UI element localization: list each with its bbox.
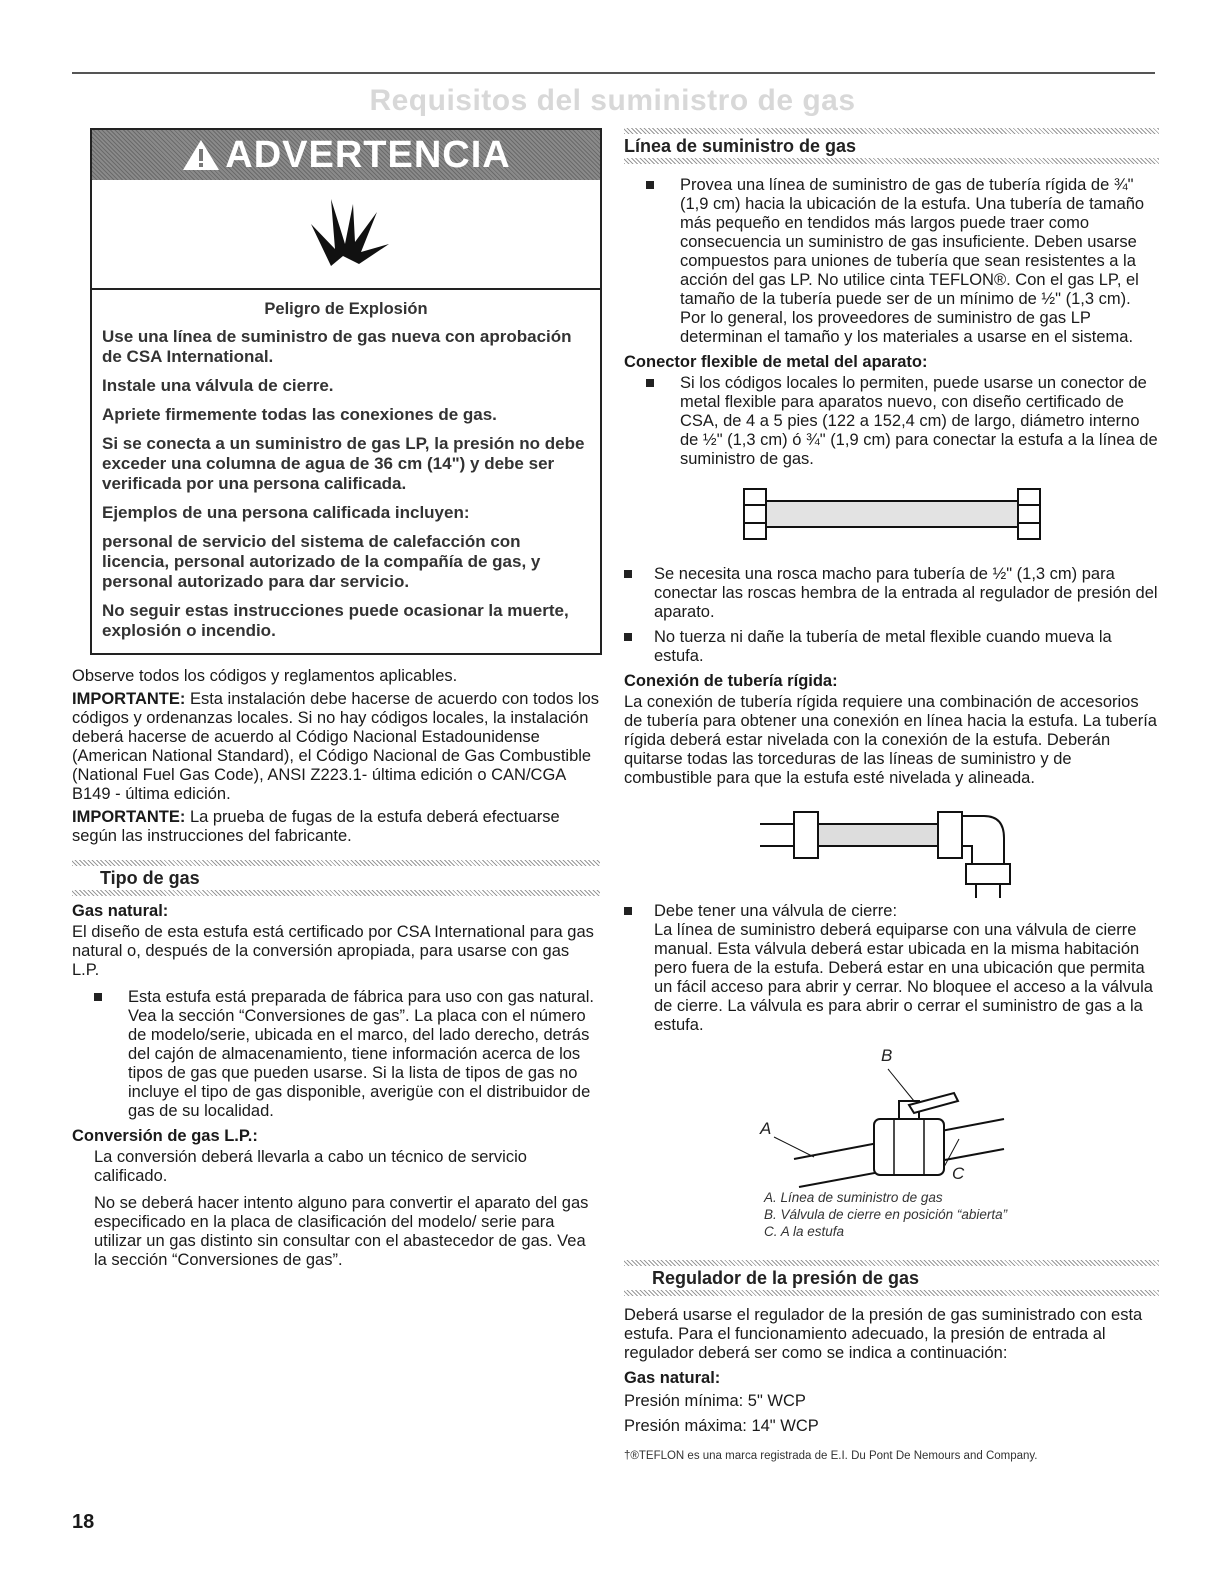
bullet-icon — [646, 379, 654, 387]
explosion-icon — [301, 194, 391, 274]
bullet-text: La línea de suministro deberá equiparse con una válvula de cierre manual. Esta válvula deberá estar ubicada en la misma habitación pero fuera de la estufa. Deberá estar en una ubicación que permita un fácil acceso para abrir y cerrar. No bloquee el acceso a la válvula de cierre. La válvula es para abrir o cerrar el suministro de gas a la estufa. — [654, 921, 1153, 1034]
gas-natural-text: El diseño de esta estufa está certificado por CSA International para gas natural o, después de la conversión apropiada, para usarse con gas L.P. — [72, 923, 594, 979]
important-1-label: IMPORTANTE: — [72, 690, 186, 708]
presion-minima: Presión mínima: 5" WCP — [624, 1392, 806, 1410]
bullet-icon — [94, 993, 102, 1001]
list-item — [72, 988, 600, 1121]
label-b: B — [881, 1046, 893, 1065]
list-item — [624, 565, 1159, 622]
shutoff-valve-illustration — [624, 1039, 1159, 1189]
right-column — [624, 128, 1159, 1462]
important-2-text: La prueba de fugas de la estufa deberá efectuarse según las instrucciones del fabricante. — [72, 808, 560, 845]
caption-c: C. A la estufa — [764, 1224, 845, 1239]
flexible-connector-icon — [624, 481, 1159, 555]
left-column — [72, 128, 600, 1270]
list-item — [624, 374, 1159, 469]
warning-line: Ejemplos de una persona calificada incluyen: — [102, 503, 470, 522]
list-item — [624, 902, 1159, 1035]
warning-line: Use una línea de suministro de gas nueva con aprobación de CSA International. — [102, 327, 572, 366]
important-2 — [72, 808, 600, 846]
label-c: C — [952, 1164, 965, 1183]
top-rule — [72, 72, 1155, 74]
regulador-gas-natural-label: Gas natural: — [624, 1369, 721, 1387]
warning-box — [90, 128, 602, 655]
list-item — [624, 628, 1159, 666]
regulador-heading — [624, 1260, 1159, 1296]
bullet-text: No tuerza ni dañe la tubería de metal flexible cuando mueva la estufa. — [654, 628, 1112, 665]
warning-line: No seguir estas instrucciones puede ocasionar la muerte, explosión o incendio. — [102, 601, 569, 640]
page-title: Requisitos del suministro de gas — [369, 84, 856, 117]
observe-text: Observe todos los códigos y reglamentos aplicables. — [72, 667, 458, 685]
rigid-pipe-icon — [624, 794, 1159, 898]
important-1-text: Esta instalación debe hacerse de acuerdo con todos los códigos y ordenanzas locales. Si no hay códigos locales, la instalación deberá hacerse de acuerdo al Código Nacional Estadounidense (American National Standard), el Código Nacional de Gas Combustible (National Fuel Gas Code), ANSI Z223.1- última edición o CAN/CGA B149 - última edición. — [72, 690, 600, 803]
warning-triangle-icon — [181, 138, 221, 172]
bullet-icon — [624, 633, 632, 641]
list-item — [624, 176, 1159, 347]
linea-heading — [624, 128, 1159, 164]
page-number: 18 — [72, 1511, 95, 1533]
bullet-icon — [624, 907, 632, 915]
footnote: †®TEFLON es una marca registrada de E.I. Du Pont De Nemours and Company. — [624, 1450, 1038, 1462]
caption-b: B. Válvula de cierre en posición “abierta” — [764, 1207, 1008, 1222]
gas-natural-label: Gas natural: — [72, 902, 169, 920]
flexible-connector-illustration — [624, 481, 1159, 555]
bullet-icon — [646, 181, 654, 189]
warning-icon-area — [92, 180, 600, 290]
warning-header-text: ADVERTENCIA — [225, 133, 511, 176]
important-2-label: IMPORTANTE: — [72, 808, 186, 826]
regulador-text: Deberá usarse el regulador de la presión de gas suministrado con esta estufa. Para el funcionamiento adecuado, la presión de entrada al regulador deberá ser como se indica a continuación: — [624, 1306, 1143, 1362]
bullet-text: Provea una línea de suministro de gas de tubería rígida de ¾" (1,9 cm) hacia la ubicación de la estufa. Una tubería de tamaño más pequeño en tendidos más largos puede traer como consecuencia un suministro de gas insuficiente. Deben usarse compuestos para uniones de tubería que sean resistentes a la acción del gas LP. No utilice cinta TEFLON®. Con el gas LP, el tamaño de la tubería puede ser de un mínimo de ½" (1,3 cm). Por lo general, los proveedores de suministro de gas LP determinan el tamaño y los materiales a usarse en el sistema. — [680, 176, 1145, 346]
warning-header — [92, 130, 600, 180]
warning-line: personal de servicio del sistema de calefacción con licencia, personal autorizado de la compañía de gas, y personal autorizado para dar servicio. — [102, 532, 541, 591]
regulador-heading-text: Regulador de la presión de gas — [652, 1268, 920, 1288]
warning-line: Apriete firmemente todas las conexiones de gas. — [102, 405, 497, 424]
bullet-title: Debe tener una válvula de cierre: — [654, 902, 898, 920]
tipo-de-gas-heading — [72, 860, 600, 896]
rigid-pipe-illustration — [624, 794, 1159, 898]
linea-heading-text: Línea de suministro de gas — [624, 136, 857, 156]
warning-body — [92, 290, 600, 653]
label-a: A — [760, 1119, 772, 1138]
warning-line: Si se conecta a un suministro de gas LP, la presión no debe exceder una columna de agua de 36 cm (14") y debe ser verificada por una persona calificada. — [102, 434, 585, 493]
tipo-de-gas-heading-text: Tipo de gas — [100, 868, 200, 888]
conector-label: Conector flexible de metal del aparato: — [624, 353, 928, 371]
shutoff-valve-icon — [624, 1039, 1159, 1189]
bullet-text: Si los códigos locales lo permiten, puede usarse un conector de metal flexible para aparatos nuevo, con diseño certificado de CSA, de 4 a 5 pies (122 a 152,4 cm) de largo, diámetro interno de ½" (1,3 cm) ó ¾" (1,9 cm) para conectar la estufa a la línea de suministro de gas. — [680, 374, 1158, 468]
rigida-text: La conexión de tubería rígida requiere una combinación de accesorios de tubería para obtener una conexión en línea hacia la estufa. La tubería rígida deberá estar nivelada con la conexión de la estufa. Deberán quitarse todas las torceduras de las líneas de suministro y de combustible para que la estufa esté nivelada y alineada. — [624, 693, 1157, 787]
important-1 — [72, 690, 600, 804]
bullet-icon — [624, 570, 632, 578]
caption-a: A. Línea de suministro de gas — [764, 1190, 943, 1205]
conversion-text-2: No se deberá hacer intento alguno para convertir el aparato del gas especificado en la placa de clasificación del modelo/ serie para utilizar un gas distinto sin consultar con el abastecedor de gas. Vea la sección “Conversiones de gas”. — [94, 1194, 589, 1269]
conversion-label: Conversión de gas L.P.: — [72, 1127, 258, 1145]
presion-maxima: Presión máxima: 14" WCP — [624, 1417, 819, 1435]
warning-title: Peligro de Explosión — [264, 300, 428, 318]
conversion-text-1: La conversión deberá llevarla a cabo un técnico de servicio calificado. — [94, 1148, 527, 1185]
warning-line: Instale una válvula de cierre. — [102, 376, 334, 395]
rigida-label: Conexión de tubería rígida: — [624, 672, 838, 690]
bullet-text: Esta estufa está preparada de fábrica para uso con gas natural. Vea la sección “Conversiones de gas”. La placa con el número de modelo/serie, ubicada en el marco, del lado derecho, detrás del cajón de almacenamiento, tiene información acerca de los tipos de gas que pueden usarse. Si la lista de tipos de gas no incluye el tipo de gas disponible, averigüe con el distribuidor de gas de su localidad. — [128, 988, 594, 1120]
bullet-text: Se necesita una rosca macho para tubería de ½" (1,3 cm) para conectar las roscas hembra de la entrada al regulador de presión del aparato. — [654, 565, 1158, 621]
